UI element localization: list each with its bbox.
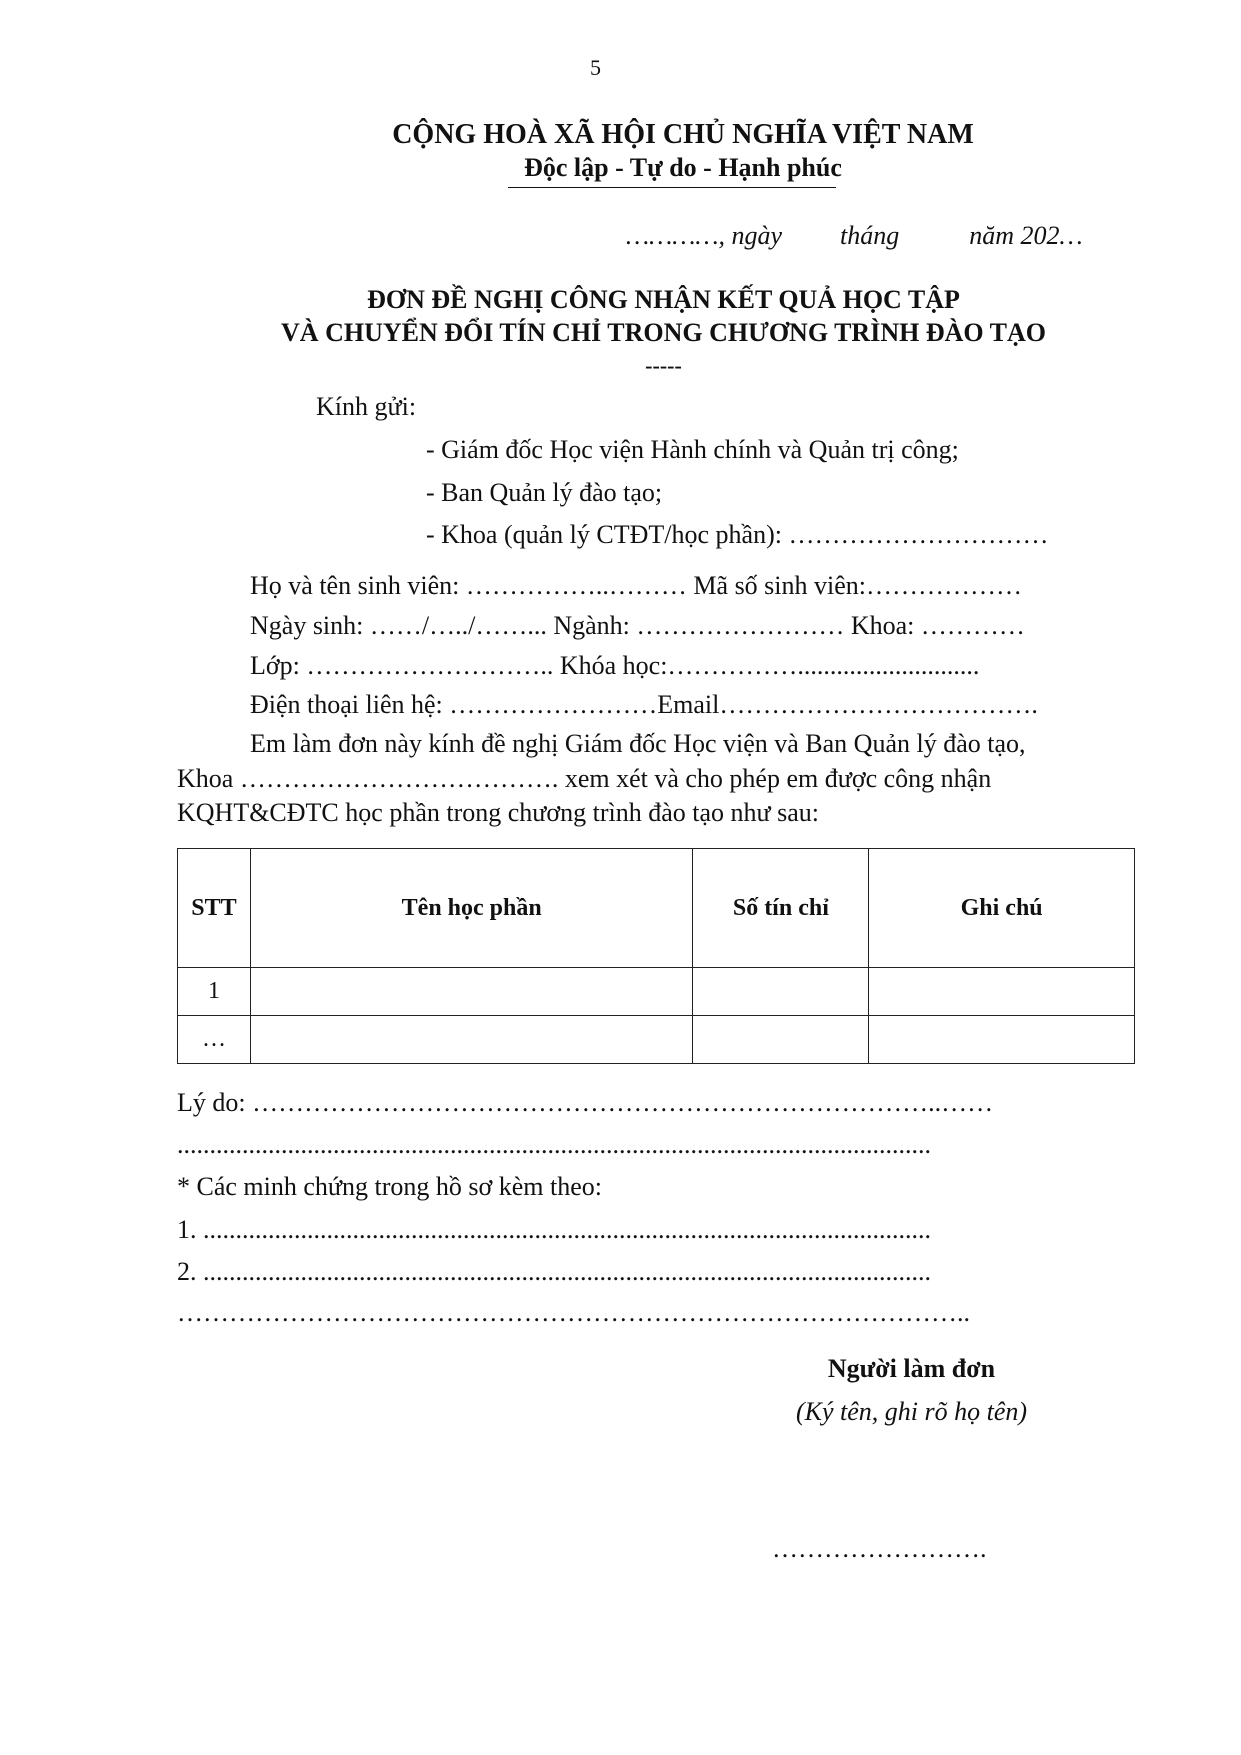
motto-underline xyxy=(508,187,836,188)
row-2-notes xyxy=(869,1016,1135,1064)
evidence-item-1: 1. ................................................................................................................ xyxy=(177,1215,931,1244)
student-name-field: Họ và tên sinh viên: ……………..……… Mã số sinh viên:……………… xyxy=(250,571,1023,600)
signature-line: ……………………. xyxy=(772,1534,987,1563)
evidence-item-2: 2. ................................................................................................................ xyxy=(177,1257,931,1286)
date-year: năm 202… xyxy=(969,221,1083,250)
addressee-label: Kính gửi: xyxy=(316,392,417,421)
header-notes: Ghi chú xyxy=(869,849,1135,968)
table-row xyxy=(178,1016,1135,1064)
form-title-line-1: ĐƠN ĐỀ NGHỊ CÔNG NHẬN KẾT QUẢ HỌC TẬP xyxy=(367,285,960,314)
reason-line-2: .................................................................................................................... xyxy=(177,1130,931,1159)
reason-line-1: Lý do: ……………………………………………………………………..…… xyxy=(177,1088,994,1117)
row-2-stt: … xyxy=(178,1016,251,1064)
signer-note: (Ký tên, ghi rõ họ tên) xyxy=(795,1397,1028,1426)
student-class-field: Lớp: ……………………….. Khóa học:……………............................ xyxy=(250,651,980,680)
course-table xyxy=(177,848,1135,1064)
title-separator: ----- xyxy=(645,353,682,378)
table-row xyxy=(178,968,1135,1016)
request-line-3: KQHT&CĐTC học phần trong chương trình đào tạo như sau: xyxy=(177,798,820,827)
national-header: CỘNG HOÀ XÃ HỘI CHỦ NGHĨA VIỆT NAM xyxy=(392,119,974,150)
row-1-credits xyxy=(693,968,869,1016)
request-line-2: Khoa ………………………………. xem xét và cho phép em được công nhận xyxy=(177,764,992,793)
signer-title: Người làm đơn xyxy=(827,1354,996,1383)
form-title-line-2: VÀ CHUYỂN ĐỔI TÍN CHỈ TRONG CHƯƠNG TRÌNH ĐÀO TẠO xyxy=(281,318,1046,347)
addressee-director: - Giám đốc Học viện Hành chính và Quản trị công; xyxy=(426,435,959,464)
date-line xyxy=(626,223,1083,249)
row-2-course-name xyxy=(250,1016,693,1064)
header-course-name: Tên học phần xyxy=(250,849,693,968)
addressee-training-board: - Ban Quản lý đào tạo; xyxy=(426,478,663,507)
request-line-1: Em làm đơn này kính đề nghị Giám đốc Học viện và Ban Quản lý đào tạo, xyxy=(250,729,1026,758)
date-month: tháng xyxy=(840,221,900,250)
evidence-item-3: ……………………………………………………………………………….. xyxy=(177,1298,970,1327)
national-motto: Độc lập - Tự do - Hạnh phúc xyxy=(524,153,842,182)
page-number: 5 xyxy=(590,55,601,80)
header-stt: STT xyxy=(178,849,251,968)
table-header-row xyxy=(178,849,1135,968)
row-1-course-name xyxy=(250,968,693,1016)
row-1-stt: 1 xyxy=(178,968,251,1016)
student-birth-field: Ngày sinh: ……/…../……... Ngành: …………………… Khoa: ………… xyxy=(250,611,1025,640)
row-1-notes xyxy=(869,968,1135,1016)
addressee-faculty: - Khoa (quản lý CTĐT/học phần): ………………………… xyxy=(426,520,1049,549)
date-place-day: …………, ngày xyxy=(626,221,783,250)
evidence-label: * Các minh chứng trong hồ sơ kèm theo: xyxy=(177,1172,603,1201)
student-contact-field: Điện thoại liên hệ: ……………………Email………………………………. xyxy=(250,690,1038,719)
row-2-credits xyxy=(693,1016,869,1064)
header-credits: Số tín chỉ xyxy=(693,849,869,968)
